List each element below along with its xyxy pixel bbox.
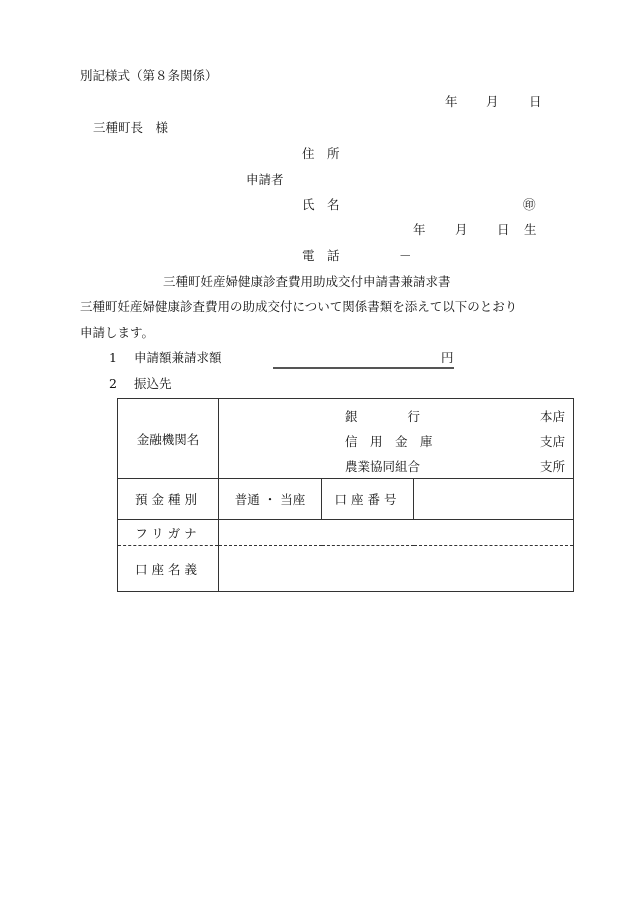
institution-option	[219, 457, 573, 473]
birth-month: 月	[455, 222, 468, 237]
item-number: 2	[109, 376, 117, 391]
date-month: 月	[486, 94, 499, 109]
address-label: 住 所	[302, 146, 340, 161]
name-label: 氏 名	[302, 197, 340, 212]
amount-unit: 円	[441, 350, 454, 365]
phone-label: 電 話	[302, 248, 340, 263]
branch-type: 本店	[540, 408, 566, 424]
institution-label: 金融機関名	[118, 399, 219, 479]
date-day: 日	[529, 94, 542, 109]
birth-day: 日	[497, 222, 510, 237]
deposit-type-label: 預金種別	[118, 479, 219, 520]
bank-transfer-table	[117, 398, 574, 592]
institution-type: 農業協同組合	[345, 458, 421, 474]
account-name-field	[219, 546, 574, 592]
item-number: 1	[109, 350, 117, 365]
item-label: 振込先	[134, 376, 172, 391]
seal-mark: ㊞	[523, 197, 536, 212]
body-line-1: 三種町妊産婦健康診査費用の助成交付について関係書類を添えて以下のとおり	[80, 299, 518, 314]
body-line-2: 申請します。	[80, 325, 155, 340]
furigana-field	[219, 520, 574, 546]
amount-underline	[273, 367, 454, 369]
deposit-type-value: 普通 ・ 当座	[219, 479, 322, 520]
form-reference: 別記様式（第８条関係）	[80, 68, 218, 83]
institution-option	[219, 432, 573, 448]
branch-type: 支所	[540, 458, 566, 474]
birth-suffix: 生	[524, 222, 537, 237]
branch-type: 支店	[540, 433, 566, 449]
addressee: 三種町長 様	[93, 120, 169, 135]
account-number-field	[414, 479, 574, 520]
furigana-label: フリガナ	[118, 520, 219, 546]
institution-options	[219, 399, 574, 479]
applicant-label: 申請者	[246, 172, 284, 187]
date-year: 年	[445, 94, 458, 109]
institution-option	[219, 407, 573, 423]
institution-type: 信 用 金 庫	[345, 433, 433, 449]
phone-dash: －	[399, 248, 412, 263]
account-name-label: 口座名義	[118, 546, 219, 592]
account-number-label: 口座番号	[322, 479, 414, 520]
institution-type: 銀 行	[345, 408, 421, 424]
item-label: 申請額兼請求額	[134, 350, 222, 365]
birth-year: 年	[413, 222, 426, 237]
document-title: 三種町妊産婦健康診査費用助成交付申請書兼請求書	[163, 274, 451, 289]
